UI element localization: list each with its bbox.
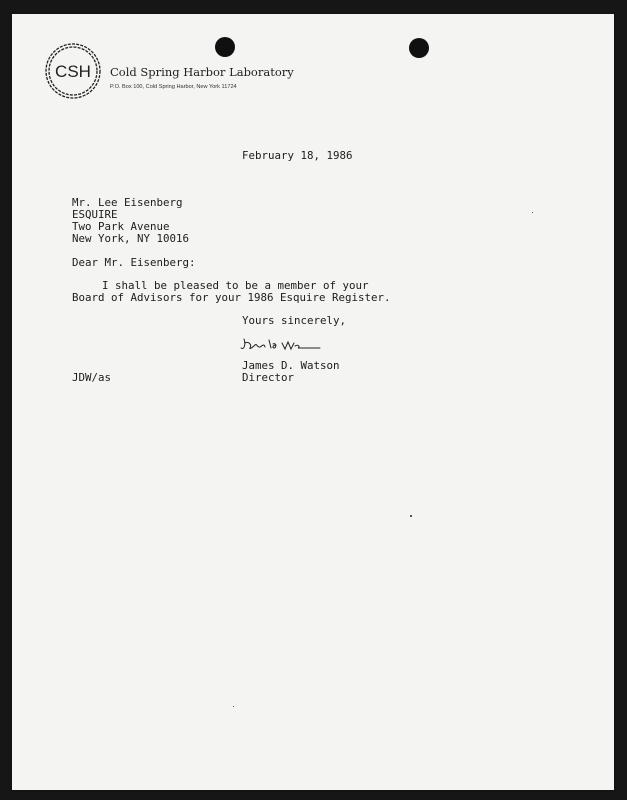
punch-hole-right <box>409 38 429 58</box>
body-line-1: I shall be pleased to be a member of your <box>102 279 369 292</box>
signer-name: James D. Watson <box>242 359 340 372</box>
lab-name: Cold Spring Harbor Laboratory <box>110 65 294 79</box>
csh-seal-logo <box>43 41 103 101</box>
letter-page <box>12 14 614 790</box>
lab-address: P.O. Box 100, Cold Spring Harbor, New York 11724 <box>110 84 237 90</box>
letter-date: February 18, 1986 <box>242 149 353 162</box>
handwritten-signature <box>240 335 322 353</box>
recipient-company: ESQUIRE <box>72 208 118 221</box>
seal-text: CSH <box>55 62 91 81</box>
paper-speck <box>233 706 234 707</box>
paper-speck <box>532 212 533 213</box>
paper-speck <box>410 515 412 517</box>
reference-initials: JDW/as <box>72 371 112 384</box>
closing: Yours sincerely, <box>242 314 347 327</box>
body-line-2: Board of Advisors for your 1986 Esquire Register. <box>72 291 391 304</box>
signer-title: Director <box>242 371 295 384</box>
recipient-name: Mr. Lee Eisenberg <box>72 196 183 209</box>
recipient-street: Two Park Avenue <box>72 220 170 233</box>
punch-hole-left <box>215 37 235 57</box>
salutation: Dear Mr. Eisenberg: <box>72 256 196 269</box>
recipient-city: New York, NY 10016 <box>72 232 190 245</box>
